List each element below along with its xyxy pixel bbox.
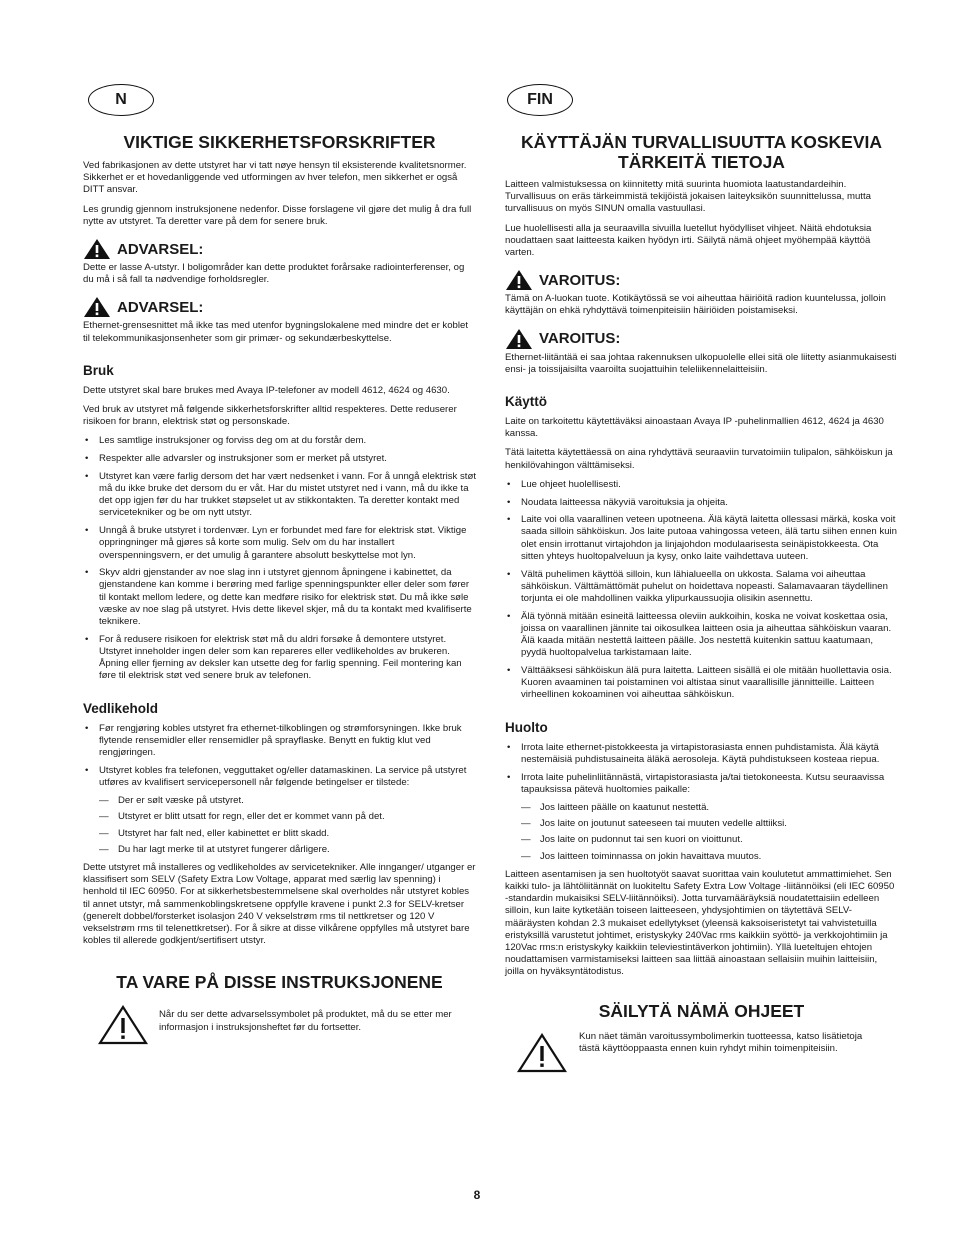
list-item: • Respekter alle advarsler og instruksjoner som er merket på utstyret. — [83, 453, 476, 465]
use-paragraph: Ved bruk av utstyret må følgende sikkerhetsforskrifter alltid respekteres. Dette reduserer risikoen for brann, elektrisk støt og personskade. — [83, 404, 457, 428]
caution-text: Kun näet tämän varoitussymbolimerkin tuotteessa, katso lisätietoja tästä käyttöoppaasta ennen kuin ryhdyt mihin toimenpiteisiin. — [579, 1030, 863, 1054]
list-item: • For å redusere risikoen for elektrisk støt må du aldri forsøke å demontere utstyret. Utstyret inneholder ingen deler som kan repareres eller vedlikeholdes av brukeren. Åpning eller fjerning av deksler kan utsette deg for farlig spenning. Feil montering kan føre til elektrisk støt ved senere bruk av telefonen. — [83, 634, 476, 683]
warning-triangle-icon — [505, 328, 533, 350]
list-item: — Du har lagt merke til at utstyret fungerer dårligere. — [83, 844, 476, 856]
save-instructions-title: SÄILYTÄ NÄMÄ OHJEET — [598, 1000, 805, 1021]
finnish-column — [505, 84, 898, 1073]
intro-paragraph: Ved fabrikasjonen av dette utstyret har vi tatt nøye hensyn til eksisterende kvalitetsnormer. Sikkerhet er et hovedanliggende ved utformingen av hver telefon, men sikkerhet er også DITT ansvar. — [83, 160, 467, 196]
save-instructions-title: TA VARE PÅ DISSE INSTRUKSJONENE — [116, 972, 443, 993]
list-item: • Irrota laite puhelinliitännästä, virtapistorasiasta ja/tai tietokoneesta. Kutsu seuraavissa tapauksissa pätevä huoltomies paikalle: — [505, 772, 898, 796]
warning-heading — [83, 238, 476, 260]
list-item: • Utstyret kan være farlig dersom det har vært nedsenket i vann. For å unngå elektrisk støt må du ikke bruke det dersom du er våt. Har du mistet utstyret ned i vann, må du ikke ta det opp igjen før du har trukket støpselet ut av stikkontakten. Ta deretter kontakt med servicetekniker og be om nytt utstyr. — [83, 471, 476, 520]
maintenance-paragraph: Dette utstyret må installeres og vedlikeholdes av servicetekniker. Alle innganger/ utganger er klassifisert som SELV (Safety Extra Low Voltage, apparat med særlig lav spenning) i henhold til IEC 60950. For at sikkerhetsbestemmelsene skal overholdes når utstyret kobles til annet utstyr, må sammenkoblingskretsene oppfylle kravene i punkt 2.3 for SELV-kretser (generelt dobbel/forsterket isolasjon 240 V vekselstrøm rms til nettkretser og 120 V vekselstrøm rms til telenettkretser). For å sikre at disse vilkårene oppfylles må utstyret bare kobles til allerede godkjent/sertifisert utstyr. — [83, 861, 476, 947]
warning-title: ADVARSEL: — [117, 240, 204, 258]
list-item: — Jos laitteen toiminnassa on jokin havaittava muutos. — [505, 851, 898, 863]
language-label: FIN — [527, 91, 553, 108]
warning-text: Ethernet-grensesnittet må ikke tas med utenfor bygningslokalene med mindre det er koblet til telekommunikasjonsenheter som gir primær- og sekundærbeskyttelse. — [83, 320, 469, 344]
caution-text: Når du ser dette advarselssymbolet på produktet, må du se etter mer informasjon i instruksjonsheftet før du fortsetter. — [159, 1009, 452, 1033]
use-paragraph: Laite on tarkoitettu käytettäväksi ainoastaan Avaya IP -puhelinmallien 4612, 4624 ja 4630 kanssa. — [505, 416, 884, 440]
list-item: • Unngå å bruke utstyret i tordenvær. Lyn er forbundet med fare for elektrisk støt. Viktige oppringninger må gjøres så korte som mulig. Selv om du har installert overspenningsvern, er det umulig å garantere absolutt beskyttelse mot lyn. — [83, 525, 476, 562]
list-item: • Älä työnnä mitään esineitä laitteessa oleviin aukkoihin, koska ne voivat koskettaa osia, joissa on vaarallinen jännite tai oikosulkea laitteen osia ja aiheuttaa sähköiskun vaaran. Älä kaada mitään nestettä laitteen päälle. Jos nestettä kuitenkin sattuu kaatumaan, pyydä huoltopalvelua tarkistamaan laite. — [505, 611, 898, 660]
maintenance-dash-list — [83, 795, 476, 856]
list-item: • Välttääksesi sähköiskun älä pura laitetta. Laitteen sisällä ei ole mitään huollettavia osia. Kuoren avaaminen tai poistaminen voi altistaa sinut vaarallisille jännitteille. Laitteen virheellinen kokoaminen voi aiheuttaa sähköiskun. — [505, 665, 898, 702]
page-number: 8 — [473, 1188, 481, 1202]
caution-notice — [83, 1009, 476, 1045]
intro-paragraph: Laitteen valmistuksessa on kiinnitetty mitä suurinta huomiota laatustandardeihin. Turvallisuus on eräs tärkeimmistä tekijöistä jokaisen laiteyksikön suunnittelussa, mutta turvallisuus on myös SINUN omalla vastuullasi. — [505, 179, 871, 215]
list-item: • Utstyret kobles fra telefonen, vegguttaket og/eller datamaskinen. La service på utstyret utføres av kvalifisert servicepersonell når følgende betingelser er tilstede: — [83, 765, 476, 789]
section-title: KÄYTTÄJÄN TURVALLISUUTTA KOSKEVIA TÄRKEITÄ TIETOJA — [520, 132, 883, 172]
warning-heading — [83, 296, 476, 318]
list-item: — Utstyret har falt ned, eller kabinettet er blitt skadd. — [83, 828, 476, 840]
caution-symbol-icon — [517, 1033, 567, 1073]
norwegian-column — [83, 84, 476, 1045]
use-bullet-list — [505, 479, 898, 702]
list-item: • Noudata laitteessa näkyviä varoituksia ja ohjeita. — [505, 497, 898, 509]
warning-text: Tämä on A-luokan tuote. Kotikäytössä se voi aiheuttaa häiriöitä radion kuuntelussa, jolloin käyttäjän on ehkä ryhdyttävä toimenpiteisiin häiriöiden poistamiseksi. — [505, 293, 886, 317]
list-item: — Jos laitteen päälle on kaatunut nestettä. — [505, 802, 898, 814]
language-label: N — [115, 91, 127, 108]
list-item: — Utstyret er blitt utsatt for regn, eller det er kommet vann på det. — [83, 811, 476, 823]
list-item: • Laite voi olla vaarallinen veteen upotneena. Älä käytä laitetta ollessasi märkä, koska voit saada silloin sähköiskun. Jos laite putoaa vahingossa veteen, älä tartu siihen ennen kuin olet ensin irrottanut virtajohdon ja linjajohdon modulaarisesta seinäpistokkeesta. Ota sitten yhteys huoltopalveluun ja kysy, onko laite vaihdettava uuteen. — [505, 514, 898, 563]
list-item: — Jos laite on pudonnut tai sen kuori on vioittunut. — [505, 834, 898, 846]
use-heading: Käyttö — [505, 394, 548, 410]
warning-text: Dette er lasse A-utstyr. I boligområder kan dette produktet forårsake radiointerferenser, og du må i så fall ta nødvendige forholdsregler. — [83, 262, 465, 286]
language-badge-fin — [507, 84, 573, 116]
list-item: • Les samtlige instruksjoner og forviss deg om at du forstår dem. — [83, 435, 476, 447]
use-heading: Bruk — [83, 362, 114, 378]
maintenance-dash-list — [505, 802, 898, 863]
maintenance-bullet-list — [505, 742, 898, 796]
list-item: • Før rengjøring kobles utstyret fra ethernet-tilkoblingen og strømforsyningen. Ikke bruk flytende rensemidler eller rensemidler på sprayflaske. Benytt en fuktig klut ved rengjøringen. — [83, 723, 476, 760]
list-item: • Irrota laite ethernet-pistokkeesta ja virtapistorasiasta ennen puhdistamista. Älä käytä nestemäisiä puhdistusaineita äläkä aerosoleja. Käytä puhdistukseen kosteaa riepua. — [505, 742, 898, 766]
caution-notice — [505, 1031, 898, 1073]
use-bullet-list — [83, 435, 476, 682]
warning-title: VAROITUS: — [539, 330, 621, 348]
warning-title: VAROITUS: — [539, 271, 621, 289]
warning-heading — [505, 269, 898, 291]
list-item: — Jos laite on joutunut sateeseen tai muuten vedelle alttiiksi. — [505, 818, 898, 830]
warning-triangle-icon — [83, 296, 111, 318]
list-item: • Lue ohjeet huolellisesti. — [505, 479, 898, 491]
use-paragraph: Tätä laitetta käytettäessä on aina ryhdyttävä seuraaviin turvatoimiin tulipalon, sähköiskun ja henkilövahingon välttämiseksi. — [505, 447, 893, 471]
language-badge-n — [88, 84, 154, 116]
maintenance-paragraph: Laitteen asentamisen ja sen huoltotyöt saavat suorittaa vain koulutetut ammattimiehet. Sen kaikki tulo- ja lähtöliitännät on luokiteltu Safety Extra Low Voltage -liitännöiksi (eli IEC 60950 -standardin mukaisiksi SELV-liitännöiksi). Jotta turvamääräyksiä noudatettaisiin edelleen silloin, kun laite kytketään toiseen laitteeseen, yhdysjohtimien on täytettävä SELV-määräysten kohdan 2.3 mukaiset edellytykset (yleensä kaksoiseristetyt tai vahvistetuilla eristyksillä varustetut johtimet, eristyskyky 240Vac rms kaikkiin syöttö- ja verkkojohtimiin ja 120Vac rms:n eristyskyky kaikkiin televiestintäverkon johtimiin). Yllä lueteltujen ehtojen noudattamisen varmistamiseksi laitteen saa liittää ainoastaan sellaisiin muihin laitteisiin, joilla on hyväksyntätodistus. — [505, 868, 895, 978]
use-paragraph: Dette utstyret skal bare brukes med Avaya IP-telefoner av modell 4612, 4624 og 4630. — [83, 384, 450, 396]
warning-triangle-icon — [505, 269, 533, 291]
warning-triangle-icon — [83, 238, 111, 260]
section-title: VIKTIGE SIKKERHETSFORSKRIFTER — [123, 132, 436, 152]
warning-text: Ethernet-liitäntää ei saa johtaa rakennuksen ulkopuolelle ellei sitä ole liitetty asianmukaisesti ensi- ja toissijaisilta vaaroilta suojattuihin teleliikennelaitteisiin. — [505, 351, 897, 375]
intro-paragraph: Les grundig gjennom instruksjonene nedenfor. Disse forslagene vil gjøre det mulig å dra full nytte av utstyret. Ta deretter vare på dem for senere bruk. — [83, 203, 472, 227]
maintenance-bullet-list — [83, 723, 476, 790]
list-item: • Vältä puhelimen käyttöä silloin, kun lähialueella on ukkosta. Salama voi aiheuttaa sähköiskun. Välttämättömät puhelut on hoidettava nopeasti. Salamavaaran täydellinen torjunta ei ole mahdollinen vaikka ylipurkaussuojia olisikin asennettu. — [505, 569, 898, 606]
list-item: — Der er sølt væske på utstyret. — [83, 795, 476, 807]
maintenance-heading: Vedlikehold — [83, 700, 159, 716]
list-item: • Skyv aldri gjenstander av noe slag inn i utstyret gjennom åpningene i kabinettet, da gjenstandene kan komme i berøring med farlige spenningspunkter eller deler som fører til kontakt mellom ledere, og dette kan medføre risiko for elektrisk støt. Du må ikke søle væske av noe slag på utstyret. Hvis dette likevel skjer, må du ta kontakt med kvalifiserte teknikere. — [83, 567, 476, 628]
warning-heading — [505, 328, 898, 350]
intro-paragraph: Lue huolellisesti alla ja seuraavilla sivuilla luetellut hyödylliset vihjeet. Näitä ehdotuksia noudattaen saat laitteesta kaiken hyödyn irti. Säilytä nämä ohjeet myöhempää käyttöä varten. — [505, 222, 872, 259]
warning-title: ADVARSEL: — [117, 298, 204, 316]
caution-symbol-icon — [98, 1005, 148, 1045]
maintenance-heading: Huolto — [505, 719, 548, 735]
